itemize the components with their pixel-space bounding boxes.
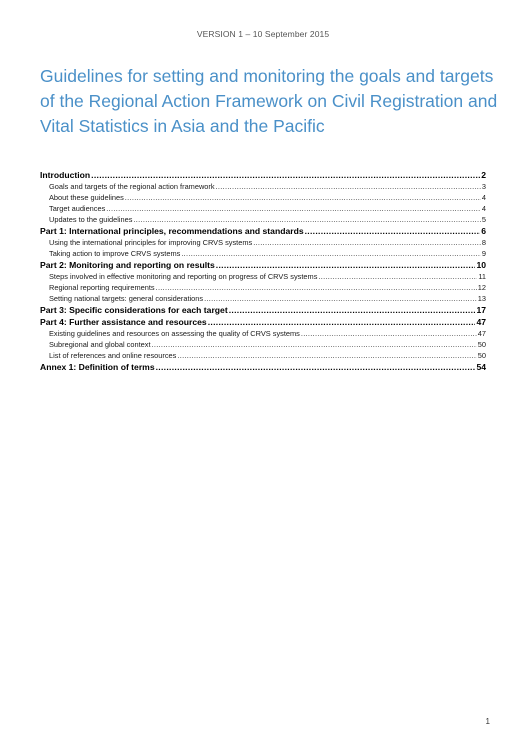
- toc-entry-title: Part 2: Monitoring and reporting on results: [40, 260, 215, 270]
- toc-subsection-entry[interactable]: [40, 181, 486, 192]
- toc-section-entry[interactable]: [40, 316, 486, 328]
- toc-subsection-entry[interactable]: [40, 237, 486, 248]
- toc-page-number: 3: [481, 182, 486, 191]
- toc-entry-title: Steps involved in effective monitoring and reporting on progress of CRVS systems: [49, 272, 318, 281]
- toc-dot-leader: [91, 169, 480, 181]
- toc-dot-leader: [216, 181, 481, 192]
- toc-page-number: 6: [481, 226, 486, 236]
- toc-dot-leader: [125, 192, 481, 203]
- toc-subsection-entry[interactable]: [40, 214, 486, 225]
- toc-subsection-entry[interactable]: [40, 350, 486, 361]
- toc-page-number: 13: [477, 294, 486, 303]
- toc-entry-title: Part 3: Specific considerations for each target: [40, 305, 228, 315]
- toc-page-number: 17: [476, 305, 486, 315]
- toc-dot-leader: [318, 271, 477, 282]
- toc-page-number: 54: [476, 362, 486, 372]
- toc-entry-title: Target audiences: [49, 204, 106, 213]
- toc-entry-title: Regional reporting requirements: [49, 283, 155, 292]
- toc-subsection-entry[interactable]: [40, 248, 486, 259]
- toc-entry-title: Subregional and global context: [49, 340, 151, 349]
- document-title: Guidelines for setting and monitoring the goals and targets of the Regional Action Framework on Civil Registration and Vital Statistics in Asia and the Pacific: [40, 66, 498, 136]
- toc-section-entry[interactable]: [40, 304, 486, 316]
- toc-dot-leader: [216, 259, 476, 271]
- toc-page-number: 12: [477, 283, 486, 292]
- toc-entry-title: Existing guidelines and resources on assessing the quality of CRVS systems: [49, 329, 300, 338]
- toc-dot-leader: [106, 203, 481, 214]
- toc-entry-title: About these guidelines: [49, 193, 124, 202]
- version-header: VERSION 1 – 10 September 2015: [196, 29, 330, 39]
- toc-subsection-entry[interactable]: [40, 293, 486, 304]
- toc-dot-leader: [305, 225, 481, 237]
- toc-page-number: 11: [478, 272, 486, 281]
- toc-entry-title: Annex 1: Definition of terms: [40, 362, 155, 372]
- toc-dot-leader: [156, 361, 476, 373]
- toc-dot-leader: [181, 248, 481, 259]
- toc-page-number: 47: [476, 317, 486, 327]
- toc-entry-title: Taking action to improve CRVS systems: [49, 249, 181, 258]
- toc-subsection-entry[interactable]: [40, 203, 486, 214]
- toc-section-entry[interactable]: [40, 361, 486, 373]
- toc-entry-title: Part 1: International principles, recommendations and standards: [40, 226, 304, 236]
- toc-page-number: 10: [476, 260, 486, 270]
- toc-subsection-entry[interactable]: [40, 339, 486, 350]
- toc-dot-leader: [133, 214, 480, 225]
- toc-page-number: 50: [477, 340, 486, 349]
- toc-page-number: 8: [481, 238, 486, 247]
- toc-entry-title: Updates to the guidelines: [49, 215, 133, 224]
- toc-dot-leader: [229, 304, 476, 316]
- toc-section-entry[interactable]: [40, 259, 486, 271]
- toc-entry-title: Goals and targets of the regional action framework: [49, 182, 215, 191]
- toc-page-number: 4: [481, 204, 486, 213]
- toc-dot-leader: [152, 339, 477, 350]
- toc-entry-title: List of references and online resources: [49, 351, 177, 360]
- toc-dot-leader: [301, 328, 477, 339]
- toc-subsection-entry[interactable]: [40, 271, 486, 282]
- toc-entry-title: Part 4: Further assistance and resources: [40, 317, 207, 327]
- toc-section-entry[interactable]: [40, 169, 486, 181]
- toc-subsection-entry[interactable]: [40, 282, 486, 293]
- toc-subsection-entry[interactable]: [40, 328, 486, 339]
- toc-page-number: 4: [481, 193, 486, 202]
- table-of-contents: [40, 169, 486, 373]
- toc-dot-leader: [253, 237, 481, 248]
- toc-page-number: 2: [481, 170, 486, 180]
- toc-section-entry[interactable]: [40, 225, 486, 237]
- toc-dot-leader: [177, 350, 476, 361]
- toc-entry-title: Introduction: [40, 170, 91, 180]
- toc-subsection-entry[interactable]: [40, 192, 486, 203]
- toc-page-number: 50: [477, 351, 486, 360]
- toc-entry-title: Using the international principles for improving CRVS systems: [49, 238, 253, 247]
- toc-page-number: 47: [477, 329, 486, 338]
- toc-page-number: 9: [481, 249, 486, 258]
- toc-entry-title: Setting national targets: general considerations: [49, 294, 204, 303]
- toc-dot-leader: [156, 282, 477, 293]
- page-number: 1: [485, 717, 490, 726]
- toc-dot-leader: [204, 293, 477, 304]
- toc-page-number: 5: [481, 215, 486, 224]
- toc-dot-leader: [208, 316, 476, 328]
